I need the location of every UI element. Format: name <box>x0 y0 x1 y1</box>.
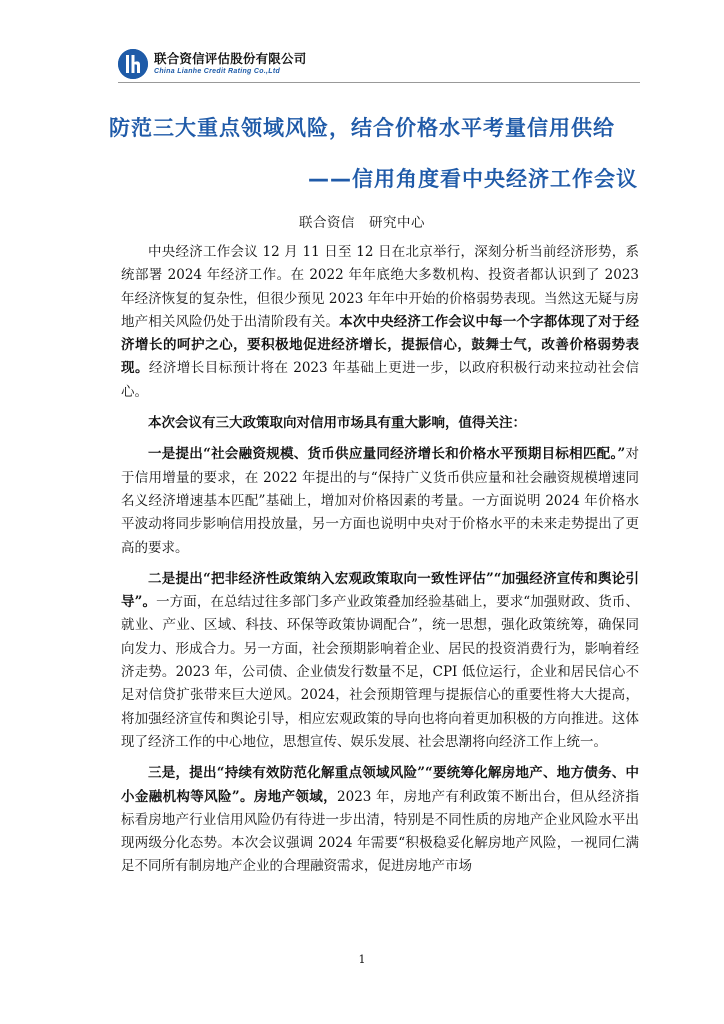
company-name-cn: 联合资信评估股份有限公司 <box>154 50 307 66</box>
page-number: 1 <box>358 953 366 966</box>
byline: 联合资信 研究中心 <box>299 215 425 231</box>
paragraph-1: 中央经济工作会议 12 月 11 日至 12 日在北京举行，深刻分析当前经济形势，系统部署 2024 年经济工作。在 2022 年年底绝大多数机构、投资者都认识到了 2023 年经济恢复的复杂性，但很少预见 2023 年年中开始的价格弱势表现。当然这无疑与房地产相关风险仍处于出清阶段有关。本次中央经济工作会议中每一个字都体现了对于经济增长的呵护之心，要积极地促进经济增长，提振信心，鼓舞士气，改善价格弱势表现。经济增长目标预计将在 2023 年基础上更进一步，以政府积极行动来拉动社会信心。 <box>121 244 640 400</box>
document-subtitle: ——信用角度看中央经济工作会议 <box>308 167 638 191</box>
paragraph-3: 一是提出“社会融资规模、货币供应量同经济增长和价格水平预期目标相匹配。”对于信用增量的要求，在 2022 年提出的与“保持广义货币供应量和社会融资规模增速同名义经济增速基本匹配”基础上，增加对价格因素的考量。一方面说明 2024 年价格水平波动将同步影响信用投放量，另一方面也说明中央对于价格水平的未来走势提出了更高的要求。 <box>121 446 640 556</box>
header-logo <box>118 46 306 82</box>
paragraph-5: 三是，提出“持续有效防范化解重点领域风险”“要统筹化解房地产、地方债务、中小金融机构等风险”。房地产领域，2023 年，房地产有利政策不断出台，但从经济指标看房地产行业信用风险仍有待进一步出清，特别是不同性质的房地产企业风险水平出现两级分化态势。本次会议强调 2024 年需要“积极稳妥化解房地产风险，一视同仁满足不同所有制房地产企业的合理融资需求，促进房地产市场 <box>121 765 639 875</box>
paragraph-4: 二是提出“把非经济性政策纳入宏观政策取向一致性评估”“加强经济宣传和舆论引导”。一方面，在总结过往多部门多产业政策叠加经验基础上，要求“加强财政、货币、就业、产业、区域、科技、环保等政策协调配合”，统一思想，强化政策统筹，确保同向发力、形成合力。另一方面，社会预期影响着企业、居民的投资消费行为，影响着经济走势。2023 年，公司债、企业债发行数量不足，CPI 低位运行，企业和居民信心不足对信贷扩张带来巨大逆风。2024，社会预期管理与提振信心的重要性将大大提高，将加强经济宣传和舆论引导，相应宏观政策的导向也将向着更加积极的方向推进。这体现了经济工作的中心地位，思想宣传、娱乐发展、社会思潮将向经济工作上统一。 <box>121 570 640 750</box>
header-divider <box>118 82 640 83</box>
paragraph-2: 本次会议有三大政策取向对信用市场具有重大影响，值得关注： <box>148 415 526 432</box>
document-title: 防范三大重点领域风险，结合价格水平考量信用供给 <box>109 116 615 140</box>
article-body <box>121 241 639 887</box>
lianhe-logo-icon <box>118 49 148 79</box>
company-name-en: China Lianhe Credit Rating Co.,Ltd <box>154 68 281 76</box>
